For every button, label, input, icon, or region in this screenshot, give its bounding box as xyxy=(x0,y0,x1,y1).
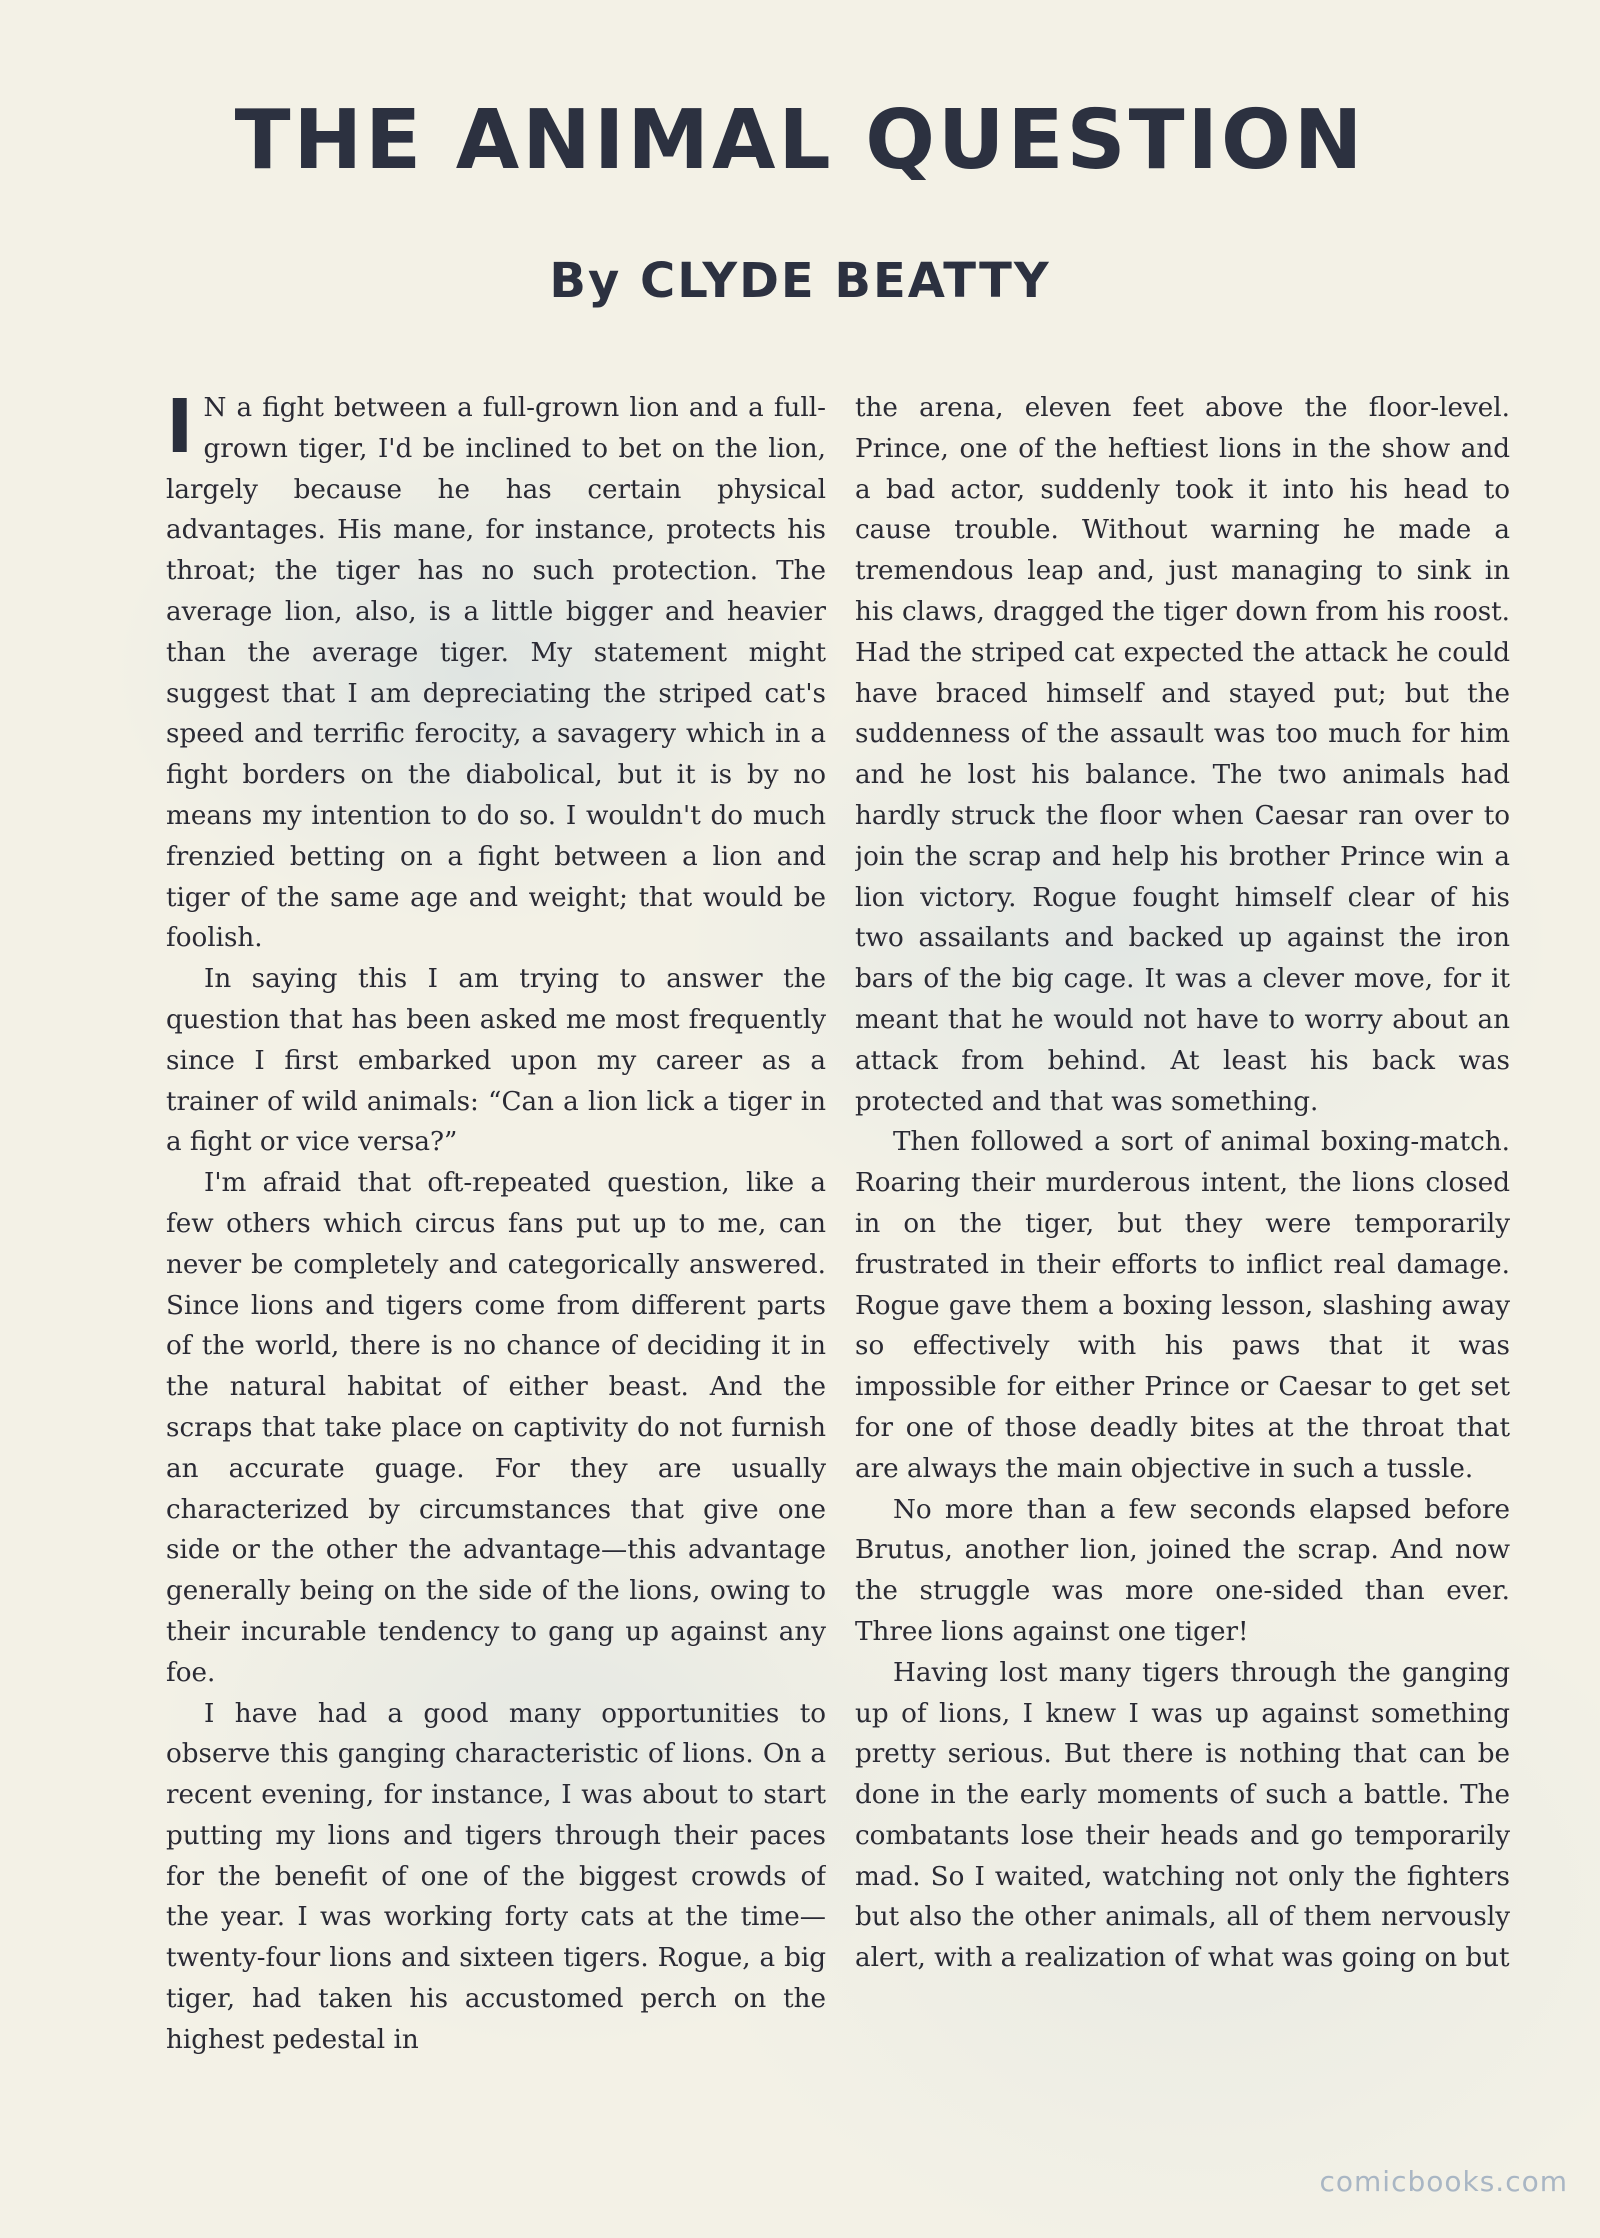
watermark: comicbooks.com xyxy=(1319,2165,1568,2198)
paragraph: In saying this I am trying to answer the question that has been asked me most frequently since I first embarked upon my career as a trainer of wild animals: “Can a lion lick a tiger in a fight or vice versa?” xyxy=(166,964,826,1158)
right-column xyxy=(855,388,1510,2108)
paragraph: I have had a good many opportunities to observe this ganging characteristic of lions. On a recent evening, for instance, I was about to start putting my lions and tigers through their paces for the benefit of one of the biggest crowds of the year. I was working forty cats at the time—twenty-four lions and sixteen tigers. Rogue, a big tiger, had taken his accustomed perch on the highest pedestal in xyxy=(166,1698,826,2055)
left-column xyxy=(166,388,826,2108)
paragraph: the arena, eleven feet above the floor-level. Prince, one of the heftiest lions in the show and a bad actor, suddenly took it into his head to cause trouble. Without warning he made a tremendous leap and, just managing to sink in his claws, dragged the tiger down from his roost. Had the striped cat expected the attack he could have braced himself and stayed put; but the suddenness of the assault was too much for him and he lost his balance. The two animals had hardly struck the floor when Caesar ran over to join the scrap and help his brother Prince win a lion victory. Rogue fought himself clear of his two assailants and backed up against the iron bars of the big cage. It was a clever move, for it meant that he would not have to worry about an attack from behind. At least his back was protected and that was something. xyxy=(855,393,1510,1117)
paragraph: I'm afraid that oft-repeated question, like a few others which circus fans put up to me, can never be completely and categorically answered. Since lions and tigers come from different parts of the world, there is no chance of deciding it in the natural habitat of either beast. And the scraps that take place on captivity do not furnish an accurate guage. For they are usually characterized by circumstances that give one side or the other the advantage—this advantage generally being on the side of the lions, owing to their incurable tendency to gang up against any foe. xyxy=(166,1168,826,1688)
paragraph xyxy=(166,388,826,959)
paragraph: Then followed a sort of animal boxing-match. Roaring their murderous intent, the lions closed in on the tiger, but they were temporarily frustrated in their efforts to inflict real damage. Rogue gave them a boxing lesson, slashing away so effectively with his paws that it was impossible for either Prince or Caesar to get set for one of those deadly bites at the throat that are always the main objective in such a tussle. xyxy=(855,1127,1510,1484)
paragraph: Having lost many tigers through the ganging up of lions, I knew I was up against something pretty serious. But there is nothing that can be done in the early moments of such a battle. The combatants lose their heads and go temporarily mad. So I waited, watching not only the fighters but also the other animals, all of them nervously alert, with a realization of what was going on but xyxy=(855,1657,1510,1974)
drop-cap: I xyxy=(166,388,194,470)
paragraph: No more than a few seconds elapsed before Brutus, another lion, joined the scrap. And now the struggle was more one-sided than ever. Three lions against one tiger! xyxy=(855,1494,1510,1647)
article-byline: By CLYDE BEATTY xyxy=(549,253,1051,309)
article-title: THE ANIMAL QUESTION xyxy=(234,93,1366,188)
paragraph-text: N a fight between a full-grown lion and a full-grown tiger, I'd be inclined to bet on the lion, largely because he has certain physical advantages. His mane, for instance, protects his throat; the tiger has no such protection. The average lion, also, is a little bigger and heavier than the average tiger. My statement might suggest that I am depreciating the striped cat's speed and terrific ferocity, a savagery which in a fight borders on the diabolical, but it is by no means my intention to do so. I wouldn't do much frenzied betting on a fight between a lion and tiger of the same age and weight; that would be foolish. xyxy=(166,393,826,954)
